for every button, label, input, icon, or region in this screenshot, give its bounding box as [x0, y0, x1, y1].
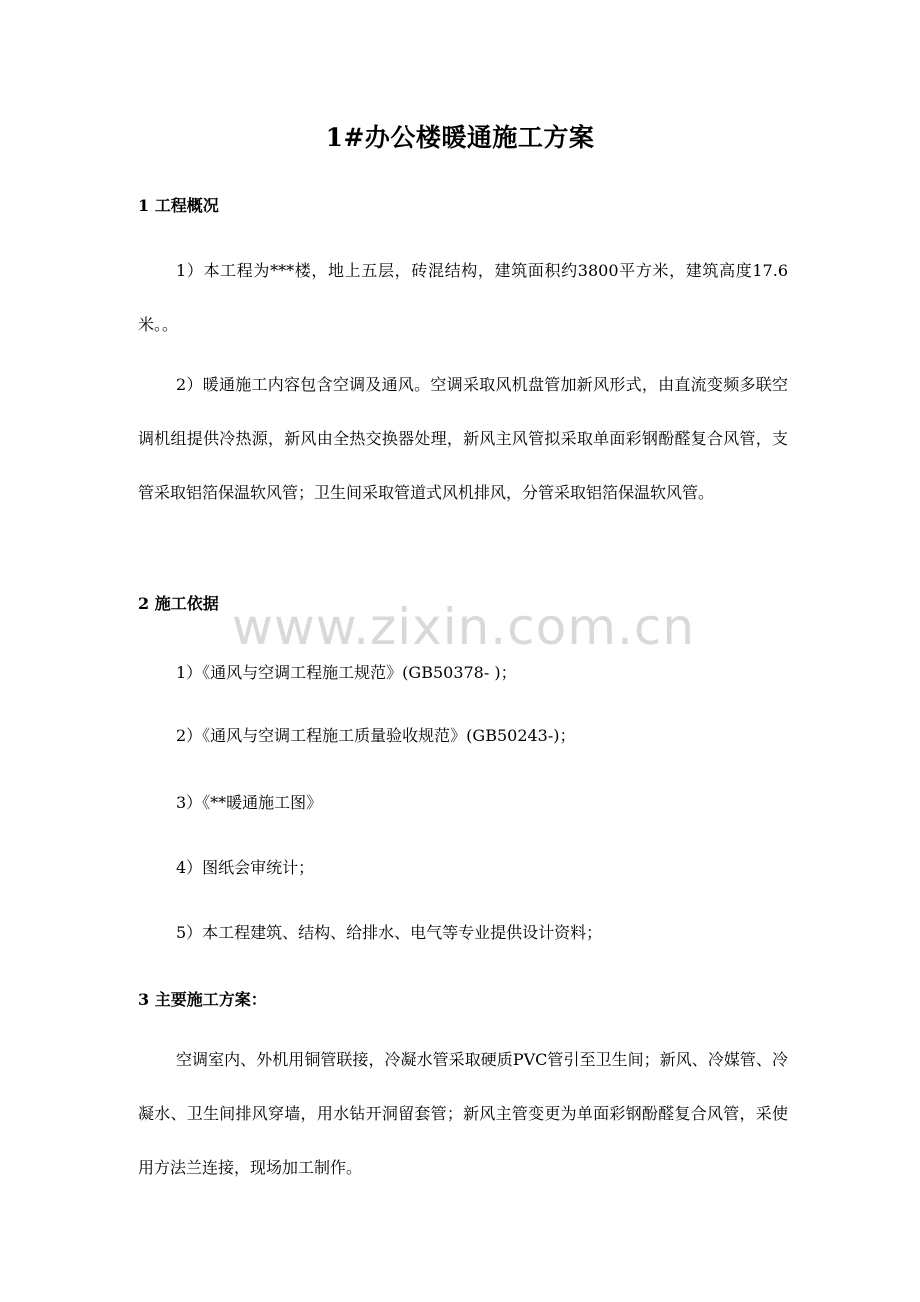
watermark: www.zixin.com.cn: [232, 598, 696, 656]
basis-item-2: 2）《通风与空调工程施工质量验收规范》(GB50243-)；: [176, 726, 576, 745]
overview-paragraph-1: 1）本工程为***楼，地上五层，砖混结构，建筑面积约3800平方米，建筑高度17.6米。。: [138, 261, 788, 334]
overview-paragraph-2: 2）暖通施工内容包含空调及通风。空调采取风机盘管加新风形式，由直流变频多联空调机组提供冷热源，新风由全热交换器处理，新风主风管拟采取单面彩钢酚醛复合风管，支管采取铝箔保温软风管；卫生间采取管道式风机排风，分管采取铝箔保温软风管。: [138, 375, 788, 502]
document-title: 1#办公楼暖通施工方案: [325, 123, 595, 152]
basis-item-3: 3）《**暖通施工图》: [176, 793, 323, 812]
section-heading-plan: 3 主要施工方案：: [138, 990, 267, 1009]
basis-item-1: 1）《通风与空调工程施工规范》(GB50378- )；: [176, 663, 517, 682]
plan-paragraph-1: 空调室内、外机用铜管联接，冷凝水管采取硬质PVC管引至卫生间；新风、冷媒管、冷凝水、卫生间排风穿墙，用水钻开洞留套管；新风主管变更为单面彩钢酚醛复合风管，采使用方法兰连接，现场加工制作。: [138, 1050, 788, 1177]
section-heading-basis: 2 施工依据: [138, 594, 219, 613]
basis-item-5: 5）本工程建筑、结构、给排水、电气等专业提供设计资料；: [176, 923, 603, 942]
basis-item-4: 4）图纸会审统计；: [176, 858, 315, 877]
section-heading-overview: 1 工程概况: [138, 196, 219, 215]
